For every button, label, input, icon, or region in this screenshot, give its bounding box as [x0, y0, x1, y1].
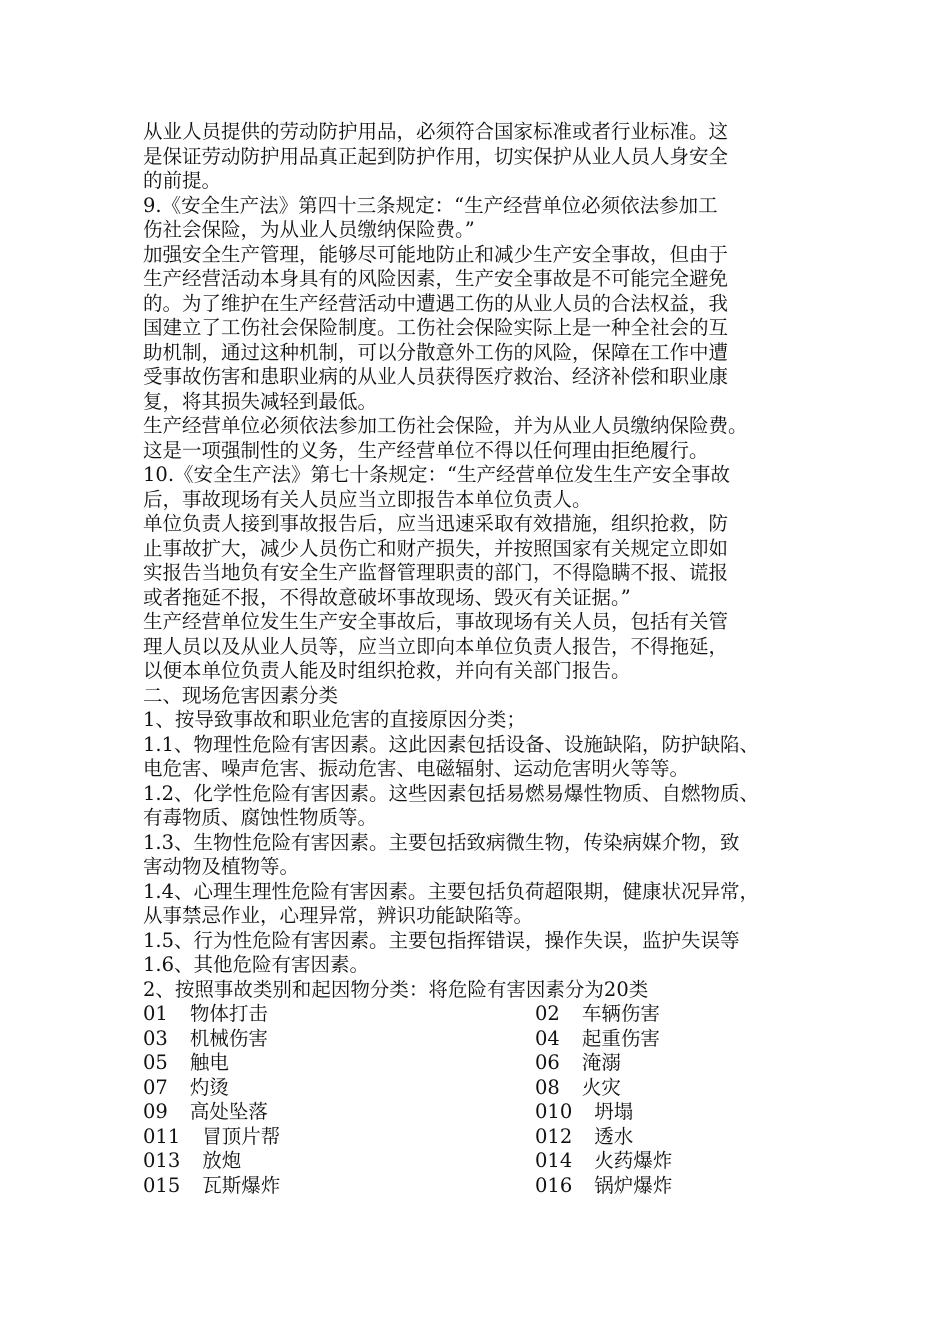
text-line: 复，将其损失减轻到最低。 [143, 389, 378, 413]
text-line: 1.4、心理生理性危险有害因素。主要包括负荷超限期，健康状况异常， [143, 879, 760, 903]
text-line: 1.3、生物性危险有害因素。主要包括致病微生物，传染病媒介物，致 [143, 830, 740, 854]
category-name: 冒顶片帮 [202, 1124, 281, 1148]
category-name: 高处坠落 [189, 1100, 268, 1123]
category-code: 07 [143, 1075, 168, 1099]
category-name: 灼烫 [189, 1075, 229, 1099]
category-name: 透水 [594, 1124, 634, 1148]
text-line: 2、按照事故类别和起因物分类：将危险有害因素分为20类 [143, 977, 649, 1001]
text-line: 受事故伤害和患职业病的从业人员获得医疗救治、经济补偿和职业康 [143, 365, 729, 388]
text-line: 二、现场危害因素分类 [143, 683, 339, 707]
text-line: 伤社会保险，为从业人员缴纳保险费。” [143, 218, 475, 241]
category-code: 03 [143, 1026, 168, 1050]
category-name: 车辆伤害 [581, 1002, 660, 1025]
category-code: 04 [535, 1026, 560, 1050]
document-page [143, 120, 828, 1198]
category-row [143, 1076, 828, 1101]
category-code: 05 [143, 1051, 168, 1074]
text-line: 害动物及植物等。 [143, 855, 300, 878]
category-name: 火灾 [581, 1075, 621, 1099]
category-row [143, 1002, 828, 1027]
category-name: 触电 [189, 1051, 229, 1074]
text-line: 助机制，通过这种机制，可以分散意外工伤的风险，保障在工作中遭 [143, 340, 729, 364]
text-line: 国建立了工伤社会保险制度。工伤社会保险实际上是一种全社会的互 [143, 316, 729, 339]
text-line: 理人员以及从业人员等，应当立即向本单位负责人报告，不得拖延， [143, 634, 729, 658]
category-item [535, 1125, 633, 1150]
category-item [535, 1076, 621, 1101]
text-line: 1.2、化学性危险有害因素。这些因素包括易燃易爆性物质、自燃物质、 [143, 781, 760, 805]
text-line: 生产经营单位必须依法参加工伤社会保险，并为从业人员缴纳保险费。 [143, 414, 748, 437]
text-line: 有毒物质、腐蚀性物质等。 [143, 806, 378, 829]
category-name: 淹溺 [581, 1051, 621, 1074]
category-item [535, 1027, 660, 1052]
category-item [535, 1100, 633, 1125]
text-line: 1.5、行为性危险有害因素。主要包指挥错误，操作失误，监护失误等 [143, 928, 740, 952]
category-code: 02 [535, 1002, 560, 1025]
category-code: 012 [535, 1124, 573, 1148]
text-line: 这是一项强制性的义务，生产经营单位不得以任何理由拒绝履行。 [143, 438, 709, 462]
category-code: 06 [535, 1051, 560, 1074]
text-line: 单位负责人接到事故报告后，应当迅速采取有效措施，组织抢救，防 [143, 512, 729, 535]
category-row [143, 1051, 828, 1076]
text-line: 1.6、其他危险有害因素。 [143, 953, 370, 976]
text-line: 的前提。 [143, 169, 222, 192]
text-line: 止事故扩大，减少人员伤亡和财产损失，并按照国家有关规定立即如 [143, 536, 729, 560]
text-line: 从事禁忌作业，心理异常，辨识功能缺陷等。 [143, 904, 534, 927]
text-line: 后，事故现场有关人员应当立即报告本单位负责人。 [143, 487, 592, 511]
text-line: 生产经营活动本身具有的风险因素，生产安全事故是不可能完全避免 [143, 267, 729, 290]
category-row [143, 1125, 828, 1150]
category-code: 013 [143, 1149, 181, 1172]
text-line: 9.《安全生产法》第四十三条规定：“生产经营单位必须依法参加工 [143, 193, 718, 217]
category-code: 014 [535, 1149, 573, 1172]
category-name: 放炮 [202, 1149, 242, 1172]
category-row [143, 1100, 828, 1125]
text-line: 实报告当地负有安全生产监督管理职责的部门，不得隐瞒不报、谎报 [143, 561, 729, 584]
text-line: 电危害、噪声危害、振动危害、电磁辐射、运动危害明火等等。 [143, 757, 690, 780]
text-line: 从业人员提供的劳动防护用品，必须符合国家标准或者行业标准。这 [143, 120, 729, 143]
category-name: 瓦斯爆炸 [202, 1173, 281, 1197]
category-item [143, 1027, 268, 1052]
category-name: 起重伤害 [581, 1026, 660, 1050]
category-row [143, 1027, 828, 1052]
hazard-category-list [143, 1002, 828, 1198]
category-name: 锅炉爆炸 [594, 1173, 673, 1197]
category-item [143, 1125, 280, 1150]
category-item [143, 1174, 280, 1199]
text-line: 1、按导致事故和职业危害的直接原因分类； [143, 708, 526, 731]
text-line: 是保证劳动防护用品真正起到防护作用，切实保护从业人员人身安全 [143, 144, 729, 168]
category-code: 010 [535, 1100, 573, 1123]
category-item [535, 1149, 672, 1174]
category-item [535, 1051, 621, 1076]
category-code: 011 [143, 1124, 181, 1148]
body-text [143, 120, 828, 1002]
text-line: 或者拖延不报，不得故意破坏事故现场、毁灭有关证据。” [143, 585, 631, 609]
text-line: 的。为了维护在生产经营活动中遭遇工伤的从业人员的合法权益，我 [143, 291, 729, 315]
category-code: 01 [143, 1002, 168, 1025]
category-name: 火药爆炸 [594, 1149, 673, 1172]
category-item [535, 1002, 660, 1027]
category-name: 坍塌 [594, 1100, 634, 1123]
category-row [143, 1149, 828, 1174]
category-code: 016 [535, 1173, 573, 1197]
category-name: 物体打击 [189, 1002, 268, 1025]
category-item [143, 1002, 268, 1027]
category-name: 机械伤害 [189, 1026, 268, 1050]
category-code: 015 [143, 1173, 181, 1197]
category-item [143, 1051, 229, 1076]
text-line: 以便本单位负责人能及时组织抢救，并向有关部门报告。 [143, 659, 631, 682]
category-item [535, 1174, 672, 1199]
text-line: 加强安全生产管理，能够尽可能地防止和减少生产安全事故，但由于 [143, 242, 729, 266]
category-code: 08 [535, 1075, 560, 1099]
category-item [143, 1100, 268, 1125]
text-line: 生产经营单位发生生产安全事故后，事故现场有关人员，包括有关管 [143, 610, 729, 633]
category-item [143, 1149, 241, 1174]
text-line: 10.《安全生产法》第七十条规定：“生产经营单位发生生产安全事故 [143, 463, 730, 486]
category-code: 09 [143, 1100, 168, 1123]
category-row [143, 1174, 828, 1199]
text-line: 1.1、物理性危险有害因素。这此因素包括设备、设施缺陷，防护缺陷、 [143, 732, 760, 756]
category-item [143, 1076, 229, 1101]
